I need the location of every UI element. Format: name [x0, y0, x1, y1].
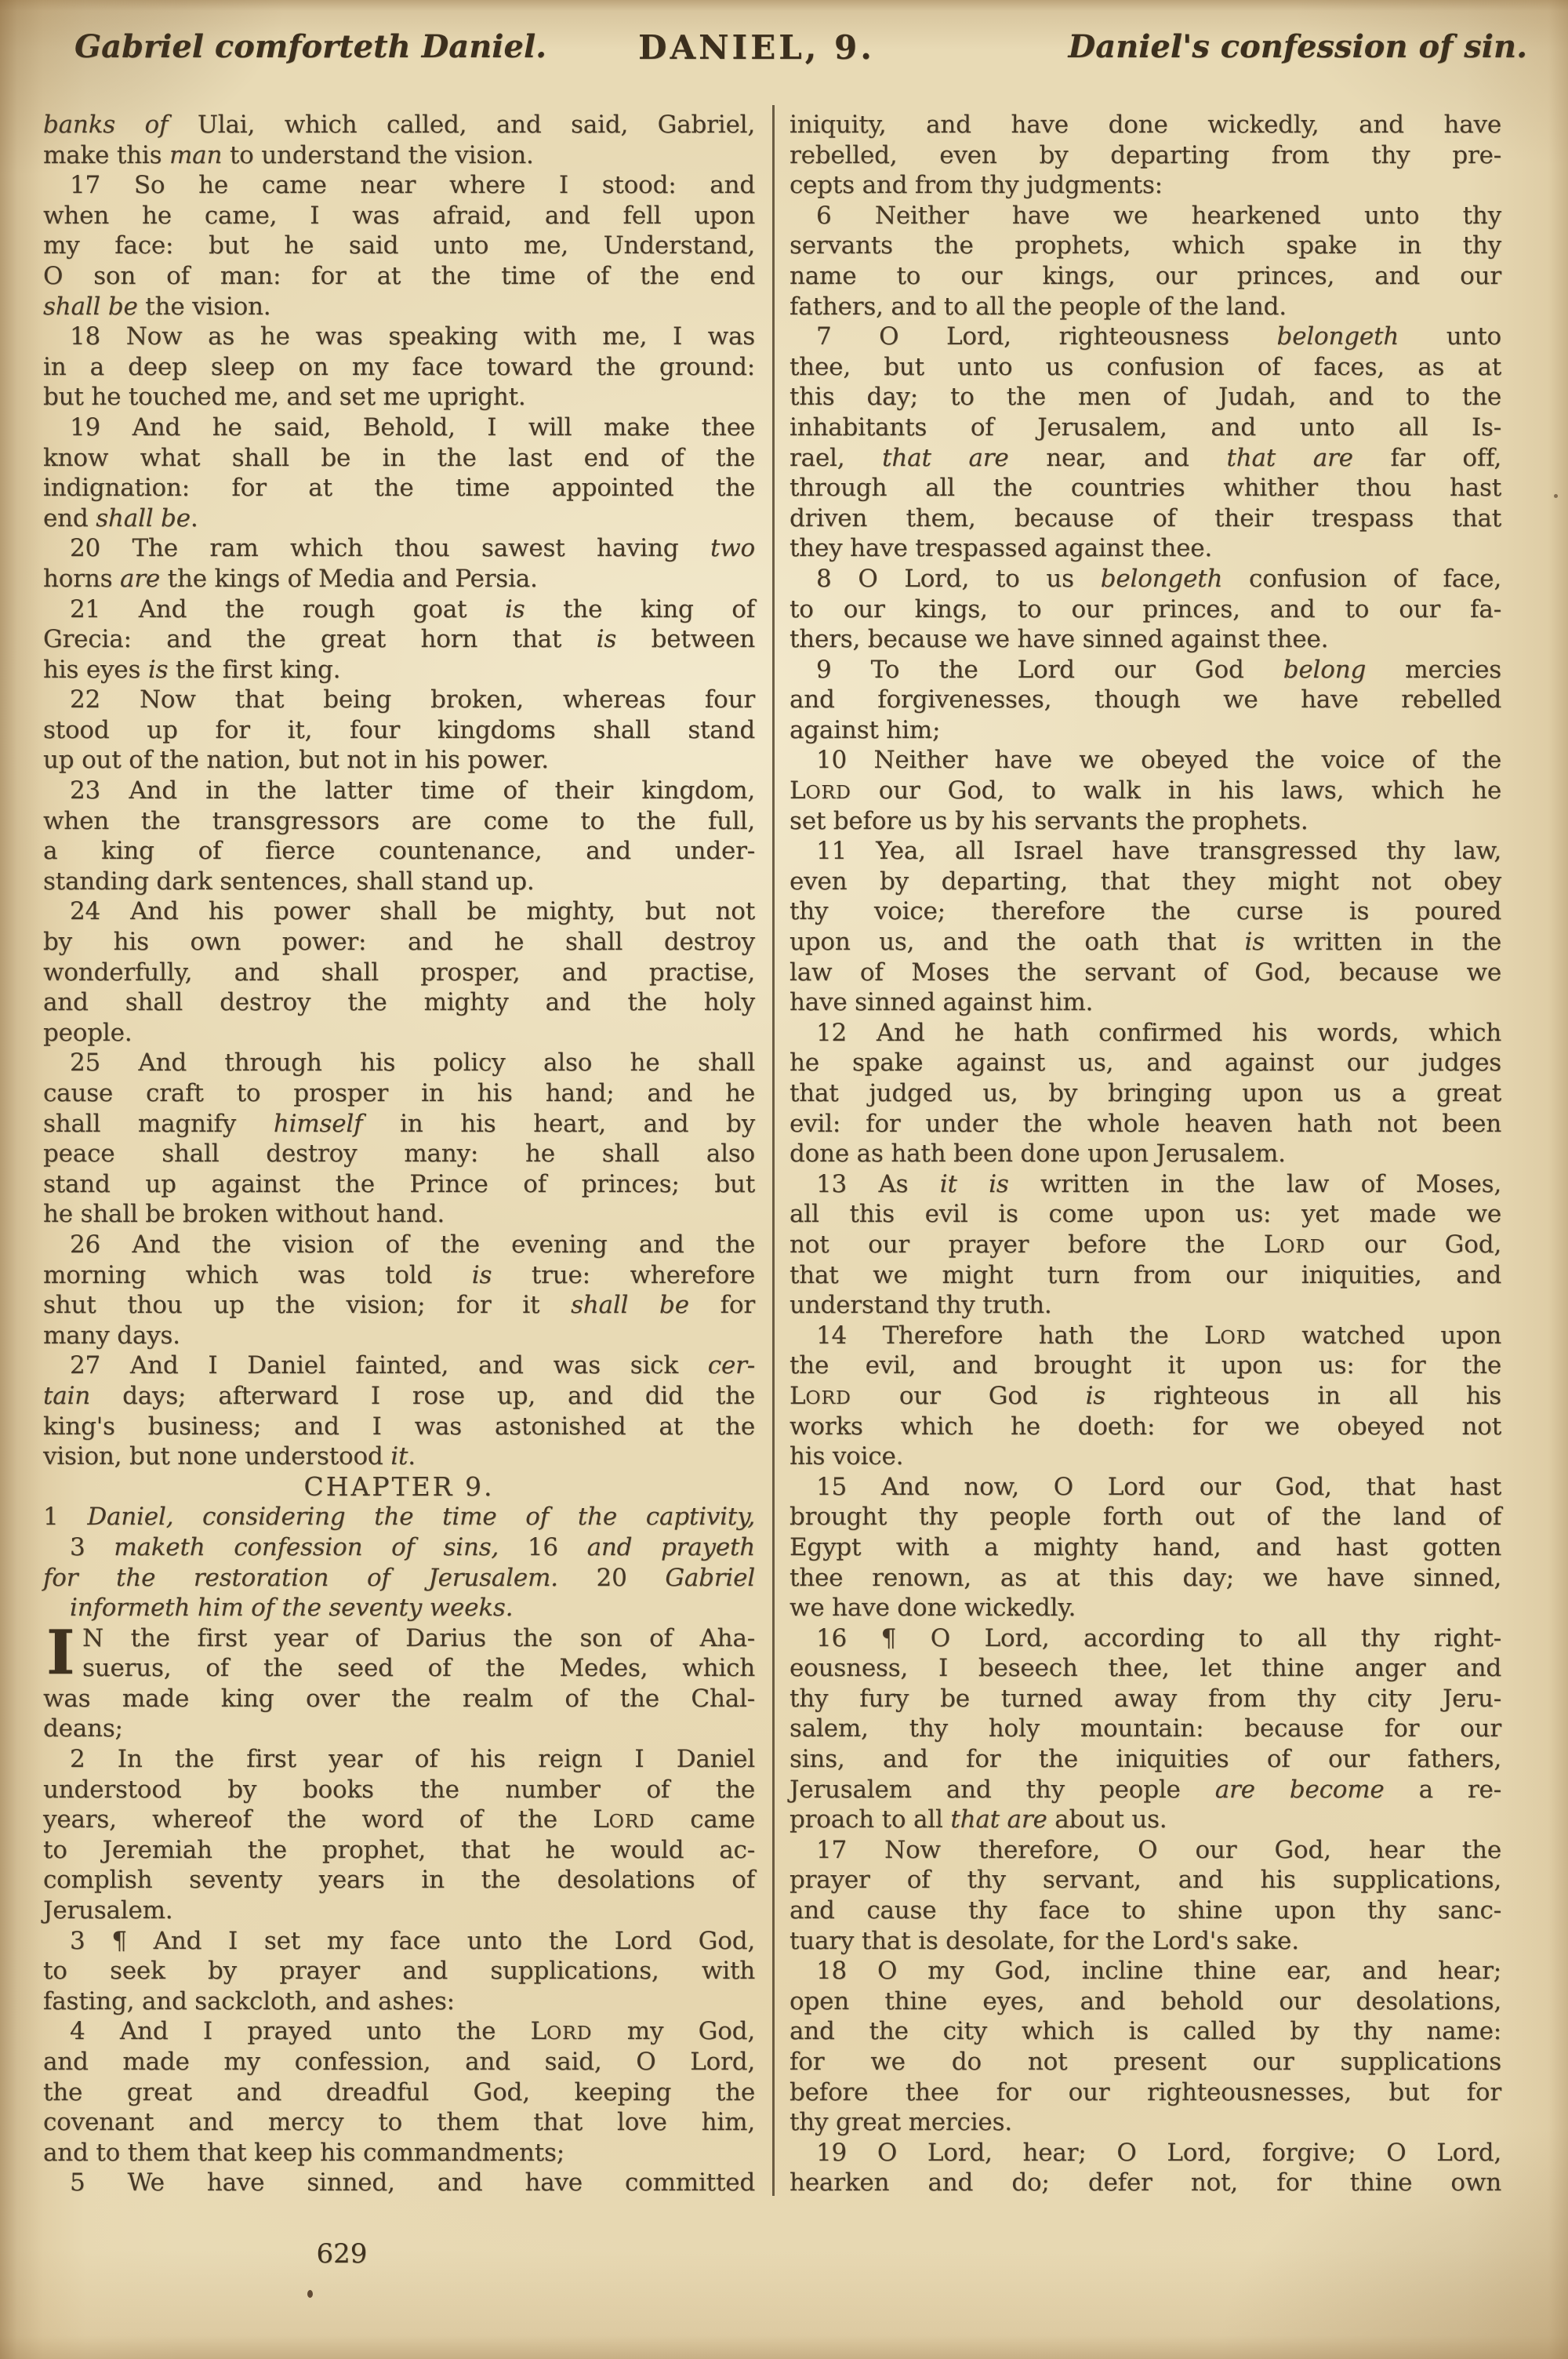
verse-line: brought thy people forth out of the land of: [789, 1503, 1501, 1532]
verse-line: they have trespassed against thee.: [789, 534, 1213, 563]
verse-line: before thee for our righteousnesses, but for: [789, 2077, 1501, 2106]
verse-line: when the transgressors are come to the full,: [43, 806, 755, 835]
verse-line: peace shall destroy many: he shall also: [43, 1140, 755, 1169]
verse-line: works which he doeth: for we obeyed not: [789, 1412, 1501, 1441]
verse-line: 7 O Lord, righteousness belongeth unto: [816, 322, 1501, 351]
verse-line: complish seventy years in the desolations of: [43, 1866, 755, 1895]
column-divider-rule: [772, 105, 775, 2196]
verse-line: when he came, I was afraid, and fell upon: [43, 201, 755, 230]
verse-line: O son of man: for at the time of the end: [43, 261, 755, 290]
verse-line: know what shall be in the last end of the: [43, 443, 755, 472]
verse-line: set before us by his servants the prophets.: [789, 806, 1308, 835]
verse-line: thers, because we have sinned against thee.: [789, 625, 1329, 654]
verse-line: Egypt with a mighty hand, and hast gotten: [789, 1532, 1501, 1561]
verse-line: 5 We have sinned, and have committed: [70, 2168, 755, 2197]
verse-line: up out of the nation, but not in his power.: [43, 746, 549, 775]
chapter-summary-line: 3 maketh confession of sins, 16 and prayeth: [70, 1532, 756, 1561]
verse-line: and to them that keep his commandments;: [43, 2138, 564, 2167]
verse-line: understand thy truth.: [789, 1291, 1052, 1320]
italic-text: himself: [273, 1109, 363, 1138]
italic-text: for the restoration of Jerusalem.: [43, 1563, 597, 1592]
italic-text: is: [1244, 928, 1265, 957]
verse-line: all this evil is come upon us: yet made we: [789, 1200, 1501, 1229]
italic-text: cer-: [707, 1351, 755, 1380]
verse-line: to Jeremiah the prophet, that he would ac-: [43, 1835, 755, 1864]
small-caps-lord: LORD: [593, 1805, 655, 1834]
verse-line: in a deep sleep on my face toward the ground:: [43, 352, 755, 381]
verse-line: not our prayer before the LORD our God,: [789, 1230, 1502, 1259]
running-head-left: Gabriel comforteth Daniel.: [74, 28, 547, 65]
italic-text: that are: [882, 443, 1009, 472]
verse-line: name to our kings, our princes, and our: [789, 261, 1501, 290]
verse-line: for we do not present our supplications: [789, 2048, 1501, 2076]
verse-line: by his own power: and he shall destroy: [43, 928, 755, 957]
verse-line: 21 And the rough goat is the king of: [70, 594, 755, 623]
verse-line: 19 And he said, Behold, I will make thee: [70, 413, 755, 442]
verse-line: and cause thy face to shine upon thy sanc-: [789, 1896, 1501, 1925]
verse-line: thy fury be turned away from thy city Jeru-: [789, 1684, 1501, 1713]
italic-text: belongeth: [1276, 322, 1399, 351]
italic-text: it is: [939, 1169, 1009, 1198]
italic-text: that are: [1226, 443, 1353, 472]
italic-text: shall be: [96, 503, 191, 533]
verse-line: wonderfully, and shall prosper, and practise,: [43, 958, 755, 987]
verse-line: 15 And now, O Lord our God, that hast: [816, 1472, 1501, 1501]
italic-text: tain: [43, 1381, 91, 1410]
verse-line: and the city which is called by thy name:: [789, 2017, 1501, 2046]
italic-text: Gabriel: [665, 1563, 755, 1592]
verse-line: deans;: [43, 1714, 123, 1743]
verse-line: 8 O Lord, to us belongeth confusion of face,: [816, 564, 1501, 593]
verse-line: understood by books the number of the: [43, 1775, 755, 1804]
verse-line: was made king over the realm of the Chal-: [43, 1684, 755, 1713]
verse-line: 4 And I prayed unto the LORD my God,: [70, 2017, 755, 2046]
verse-line: he shall be broken without hand.: [43, 1200, 445, 1229]
italic-text: is: [471, 1260, 492, 1289]
verse-line: make this man to understand the vision.: [43, 140, 534, 169]
italic-text: shall be: [571, 1291, 689, 1320]
italic-text: is: [147, 655, 169, 684]
italic-text: is: [1085, 1381, 1106, 1410]
verse-line: eousness, I beseech thee, let thine anger and: [789, 1654, 1501, 1683]
verse-line: against him;: [789, 715, 941, 744]
verse-line: fathers, and to all the people of the land.: [789, 292, 1287, 321]
verse-line: that we might turn from our iniquities, and: [789, 1260, 1501, 1289]
chapter-summary-line: [43, 1593, 755, 1623]
italic-text: belongeth: [1100, 564, 1223, 593]
verse-line: morning which was told is true: wherefore: [43, 1260, 755, 1289]
verse-line: the evil, and brought it upon us: for the: [789, 1351, 1501, 1380]
verse-line: 3 ¶ And I set my face unto the Lord God,: [70, 1926, 755, 1955]
verse-line: 6 Neither have we hearkened unto thy: [816, 201, 1501, 230]
italic-text: informeth him of the seventy weeks.: [70, 1594, 514, 1623]
italic-text: shall be: [43, 292, 138, 321]
verse-line: rebelled, even by departing from thy pre-: [789, 140, 1501, 169]
verse-line: a king of fierce countenance, and under-: [43, 837, 755, 866]
verse-line: the great and dreadful God, keeping the: [43, 2077, 755, 2106]
verse-line: vision, but none understood it.: [43, 1442, 416, 1471]
verse-line: 18 Now as he was speaking with me, I was: [70, 322, 755, 351]
verse-line: Grecia: and the great horn that is between: [43, 625, 756, 654]
verse-line: even by departing, that they might not obey: [789, 867, 1501, 896]
text-column-right: [789, 110, 1501, 2198]
verse-line: stood up for it, four kingdoms shall stand: [43, 715, 755, 744]
verse-line: hearken and do; defer not, for thine own: [789, 2168, 1501, 2197]
verse-line: but he touched me, and set me upright.: [43, 383, 526, 412]
verse-line: shall be the vision.: [43, 292, 271, 321]
chapter-summary-line: for the restoration of Jerusalem. 20 Gabriel: [43, 1563, 755, 1592]
italic-text: it: [390, 1442, 408, 1471]
verse-line: LORD our God, to walk in his laws, which he: [789, 776, 1501, 805]
verse-line: 23 And in the latter time of their kingdom,: [70, 776, 755, 805]
verse-line: 11 Yea, all Israel have transgressed thy law,: [816, 837, 1501, 866]
verse-line: 9 To the Lord our God belong mercies: [816, 655, 1501, 684]
verse-line: indignation: for at the time appointed the: [43, 474, 755, 503]
text-column-left: [43, 110, 755, 2198]
verse-line: through all the countries whither thou hast: [789, 474, 1501, 503]
verse-line: thy great mercies.: [789, 2108, 1012, 2137]
verse-line: 13 As it is written in the law of Moses,: [816, 1169, 1501, 1198]
verse-line: sins, and for the iniquities of our fathers,: [789, 1745, 1501, 1774]
small-caps-lord: LORD: [789, 776, 851, 805]
verse-line: 27 And I Daniel fainted, and was sick cer-: [70, 1351, 755, 1380]
verse-line: proach to all that are about us.: [789, 1805, 1167, 1834]
verse-line: 25 And through his policy also he shall: [70, 1049, 755, 1078]
verse-line: law of Moses the servant of God, because we: [789, 958, 1501, 987]
verse-line: shall magnify himself in his heart, and by: [43, 1109, 756, 1138]
verse-line: thee, but unto us confusion of faces, as at: [789, 352, 1501, 381]
verse-line: he spake against us, and against our judges: [789, 1049, 1501, 1078]
verse-line: this day; to the men of Judah, and to the: [789, 383, 1501, 412]
verse-line: 18 O my God, incline thine ear, and hear;: [816, 1957, 1501, 1986]
chapter-heading: CHAPTER 9.: [303, 1470, 495, 1502]
verse-line: we have done wickedly.: [789, 1594, 1076, 1623]
verse-line: Jerusalem and thy people are become a re-: [789, 1775, 1501, 1804]
verse-line: LORD our God is righteous in all his: [789, 1381, 1501, 1410]
verse-line: 20 The ram which thou sawest having two: [70, 534, 755, 563]
italic-text: are: [119, 564, 161, 593]
small-caps-lord: LORD: [1204, 1321, 1266, 1350]
verse-line: servants the prophets, which spake in thy: [789, 231, 1501, 260]
verse-line: 17 So he came near where I stood: and: [70, 171, 755, 200]
verse-line: tain days; afterward I rose up, and did the: [43, 1381, 755, 1410]
verse-line: thy voice; therefore the curse is poured: [789, 897, 1501, 926]
verse-line: horns are the kings of Media and Persia.: [43, 564, 538, 593]
ink-speck: [307, 2290, 313, 2298]
italic-text: are become: [1214, 1775, 1385, 1804]
ink-speck: [1554, 494, 1558, 498]
verse-line: I N the first year of Darius the son of Aha-: [46, 1616, 755, 1688]
italic-text: is: [504, 594, 525, 623]
verse-line: banks of Ulai, which called, and said, Gabriel,: [43, 111, 756, 139]
verse-line: people.: [43, 1018, 132, 1047]
verse-line: prayer of thy servant, and his supplications,: [789, 1866, 1501, 1895]
verse-line: rael, that are near, and that are far off,: [789, 443, 1501, 472]
verse-line: 19 O Lord, hear; O Lord, forgive; O Lord,: [816, 2138, 1501, 2167]
running-head-right: Daniel's confession of sin.: [1068, 28, 1527, 65]
verse-line: open thine eyes, and behold our desolations,: [789, 1986, 1501, 2016]
italic-text: banks of: [43, 111, 198, 139]
verse-line: many days.: [43, 1321, 180, 1350]
verse-line: shut thou up the vision; for it shall be for: [43, 1291, 755, 1320]
verse-line: driven them, because of their trespass that: [789, 503, 1501, 533]
verse-line: end shall be.: [43, 503, 198, 533]
italic-text: two: [710, 534, 755, 563]
verse-line: thee renown, as at this day; we have sinned,: [789, 1563, 1501, 1592]
verse-line: 12 And he hath confirmed his words, which: [816, 1018, 1501, 1047]
verse-line: years, whereof the word of the LORD came: [43, 1805, 755, 1834]
verse-line: 22 Now that being broken, whereas four: [70, 685, 755, 714]
verse-line: iniquity, and have done wickedly, and have: [789, 111, 1501, 139]
verse-line: to our kings, to our princes, and to our fa-: [789, 594, 1501, 623]
verse-line: his eyes is the first king.: [43, 655, 341, 684]
verse-line: 17 Now therefore, O our God, hear the: [816, 1835, 1501, 1864]
italic-text: that are: [950, 1805, 1047, 1834]
verse-line: evil: for under the whole heaven hath not been: [789, 1109, 1501, 1138]
verse-line: 26 And the vision of the evening and the: [70, 1230, 755, 1259]
chapter-summary-line: 1 Daniel, considering the time of the captivity,: [43, 1503, 755, 1532]
verse-line: have sinned against him.: [789, 988, 1094, 1017]
verse-line: fasting, and sackcloth, and ashes:: [43, 1986, 455, 2016]
italic-text: is: [596, 625, 617, 654]
verse-line: cause craft to prosper in his hand; and he: [43, 1079, 755, 1107]
italic-text: belong: [1283, 655, 1367, 684]
verse-line: inhabitants of Jerusalem, and unto all Is-: [789, 413, 1501, 442]
verse-line: 24 And his power shall be mighty, but not: [70, 897, 755, 926]
italic-text: man: [169, 140, 223, 169]
verse-line: 2 In the first year of his reign I Daniel: [70, 1745, 755, 1774]
verse-line: tuary that is desolate, for the Lord's sake.: [789, 1926, 1299, 1955]
verse-line: king's business; and I was astonished at the: [43, 1412, 755, 1441]
verse-line: suerus, of the seed of the Medes, which: [82, 1654, 755, 1683]
drop-cap: I: [46, 1616, 75, 1688]
verse-line: upon us, and the oath that is written in the: [789, 928, 1501, 957]
verse-line: that judged us, by bringing upon us a great: [789, 1079, 1501, 1107]
page-number: 629: [316, 2238, 368, 2270]
verse-line: and made my confession, and said, O Lord,: [43, 2048, 755, 2076]
small-caps-lord: LORD: [1263, 1230, 1326, 1259]
italic-text: maketh confession of sins,: [114, 1532, 528, 1561]
verse-line: cepts and from thy judgments:: [789, 171, 1163, 200]
verse-line: my face: but he said unto me, Understand,: [43, 231, 755, 260]
verse-line: 14 Therefore hath the LORD watched upon: [816, 1321, 1501, 1350]
italic-text: and prayeth: [586, 1532, 756, 1561]
verse-line: covenant and mercy to them that love him,: [43, 2108, 755, 2137]
verse-line: and forgivenesses, though we have rebelled: [789, 685, 1501, 714]
verse-line: and shall destroy the mighty and the holy: [43, 988, 755, 1017]
verse-line: done as hath been done upon Jerusalem.: [789, 1140, 1286, 1169]
small-caps-lord: LORD: [789, 1381, 851, 1410]
verse-line: 16 ¶ O Lord, according to all thy right-: [816, 1623, 1501, 1652]
verse-line: stand up against the Prince of princes; but: [43, 1169, 755, 1198]
italic-text: Daniel, considering the time of the captivity,: [87, 1503, 755, 1532]
verse-line: to seek by prayer and supplications, with: [43, 1957, 755, 1986]
verse-line: Jerusalem.: [43, 1896, 173, 1925]
verse-line: standing dark sentences, shall stand up.: [43, 867, 535, 896]
small-caps-lord: LORD: [530, 2017, 593, 2046]
verse-line: 10 Neither have we obeyed the voice of the: [816, 746, 1501, 775]
running-head-title: DANIEL, 9.: [638, 28, 875, 67]
verse-line: his voice.: [789, 1442, 904, 1471]
verse-line: salem, thy holy mountain: because for our: [789, 1714, 1501, 1743]
